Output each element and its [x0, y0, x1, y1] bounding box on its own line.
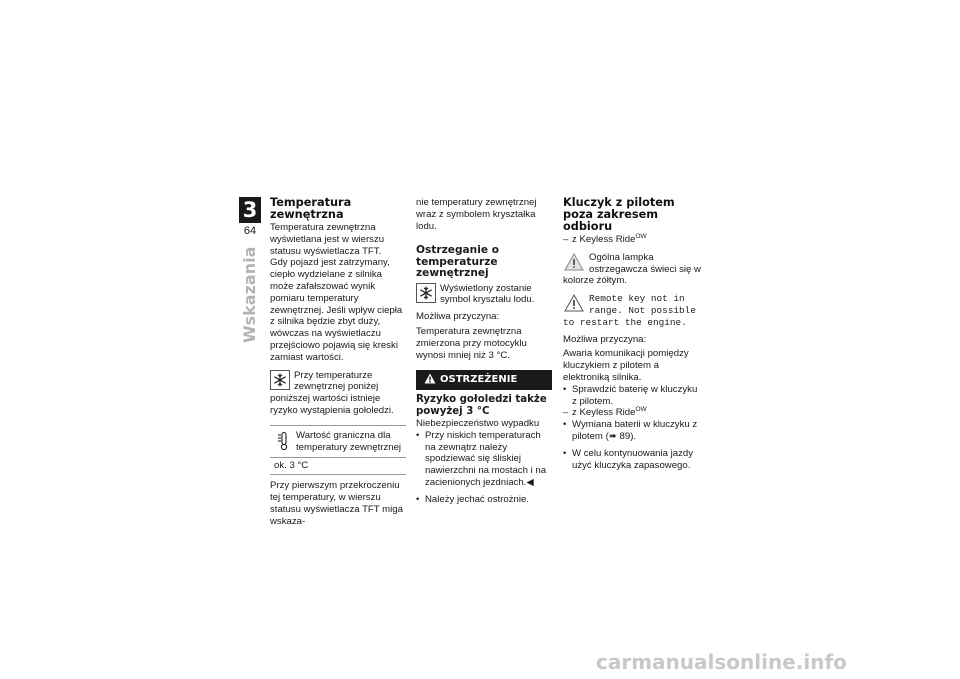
cause-label: Możliwa przyczyna:	[563, 333, 647, 345]
warning-triangle-icon	[563, 252, 585, 272]
section-side-label-text: Wskazania	[240, 246, 259, 343]
paragraph-first-exceed: Przy pierwszym przekroczeniu tej temperatury, w wierszu statusu wyświetlacza TFT miga wskaza-	[270, 480, 403, 527]
list-item: • Sprawdzić baterię w kluczyku z pilotem.	[563, 384, 703, 408]
display-message-note	[563, 293, 703, 328]
option-keyless-ride: – z Keyless Ride$^{OW}$	[563, 407, 703, 419]
page-reference-link[interactable]: 89	[619, 430, 631, 442]
cause-label: Możliwa przyczyna:	[416, 311, 500, 323]
list-item: • Przy niskich temperaturach na zewnątrz należy spodziewać się śliskiej nawierzchni na mostach i na zacienionych jezdniach.◀	[416, 430, 552, 489]
warning-bar	[416, 370, 552, 390]
warning-label: OSTRZEŻENIE	[440, 374, 518, 386]
ice-crystal-icon	[270, 370, 290, 390]
watermark: carmanualsonline.info	[596, 650, 847, 674]
column-outside-temperature	[270, 197, 406, 527]
warning-triangle-icon	[424, 372, 436, 392]
end-mark: ◀	[526, 476, 534, 488]
column-temperature-warning	[416, 197, 552, 506]
warning-triangle-outline-icon	[563, 293, 585, 313]
cause-text: Awaria komunikacji pomiędzy kluczykiem z pilotem a elektroniką silnika.	[563, 348, 689, 383]
ice-warning-text: Przy temperaturze zewnętrznej poniżej poniższej wartości istnieje ryzyko wystąpienia gołoledzi.	[270, 369, 394, 416]
warning-subtitle: Niebezpieczeństwo wypadku	[416, 417, 540, 429]
threshold-box	[270, 425, 406, 475]
option-keyless-ride: – z Keyless Ride$^{OW}$	[563, 234, 703, 246]
ice-symbol-note	[416, 283, 552, 307]
cause-text: Temperatura zewnętrzna zmierzona przy motocyklu wynosi mniej niż 3 °C.	[416, 326, 527, 361]
ice-crystal-icon	[416, 283, 436, 303]
column-remote-key	[563, 197, 703, 471]
warning-lamp-text: Ogólna lampka ostrzegawcza świeci się w kolorze żółtym.	[563, 251, 701, 287]
threshold-value: ok. 3 °C	[270, 457, 406, 474]
heading-remote-key: Kluczyk z pilotem poza zakresem odbioru	[563, 196, 675, 233]
page-number: 64	[243, 225, 257, 237]
display-message-text: Remote key not in range. Not possible to restart the engine.	[563, 293, 696, 328]
paragraph-engine-heat: Gdy pojazd jest zatrzymany, ciepło wydzielane z silnika może zafałszować wynik pomiaru temperatury zewnętrznej. Jeśli wpływ ciepła z silnika będzie zbyt duży, wówczas na wyświetlaczu przejściowo pojawią się kreski zamiast wartości.	[270, 257, 403, 363]
threshold-label: Wartość graniczna dla temperatury zewnętrznej	[296, 429, 402, 453]
paragraph-continuation: nie temperatury zewnętrznej wraz z symbolem kryształka lodu.	[416, 197, 537, 232]
heading-outside-temperature: Temperatura zewnętrzna	[270, 196, 352, 221]
list-item: • Wymiana baterii w kluczyku z pilotem (➠ 89).	[563, 419, 703, 443]
heading-temperature-warning: Ostrzeganie o temperaturze zewnętrznej	[416, 244, 500, 280]
list-item: • Należy jechać ostrożnie.	[416, 494, 552, 506]
warning-title: Ryzyko gołoledzi także powyżej 3 °C	[416, 394, 547, 418]
warning-list	[416, 430, 552, 506]
ice-symbol-text: Wyświetlony zostanie symbol kryształu lodu.	[440, 282, 535, 306]
thermometer-icon	[276, 430, 292, 452]
page-reference-arrow-icon: ➠	[608, 430, 617, 442]
chapter-number: 3	[239, 197, 261, 223]
paragraph-intro: Temperatura zewnętrzna wyświetlana jest w wierszu statusu wyświetlacza TFT.	[270, 222, 385, 257]
remedy-list-2	[563, 419, 703, 471]
list-item: • W celu kontynuowania jazdy użyć kluczyka zapasowego.	[563, 448, 703, 472]
warning-lamp-note	[563, 252, 703, 287]
ice-warning-note	[270, 370, 406, 417]
remedy-list	[563, 384, 703, 408]
